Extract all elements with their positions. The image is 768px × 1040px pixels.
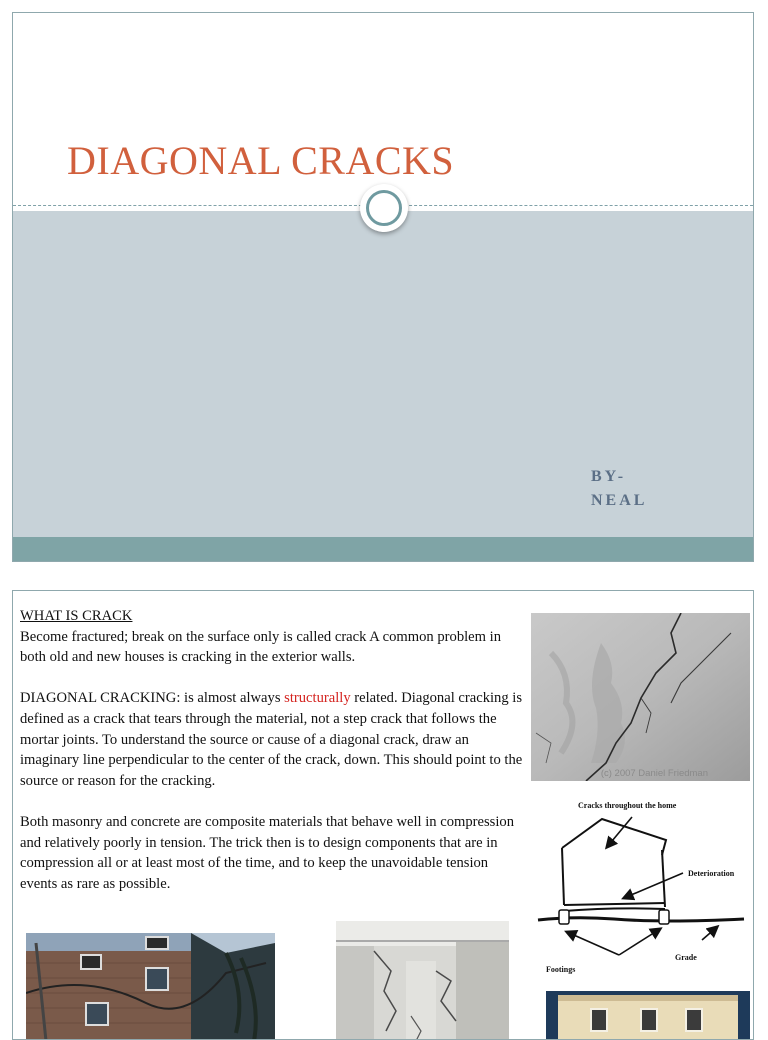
highlight-word: structurally: [284, 690, 351, 707]
author-block: [591, 465, 647, 513]
decorative-circle-icon: [360, 184, 408, 232]
label-grade: Grade: [675, 953, 697, 962]
crack-definition: Become fractured; break on the surface only is called crack A common problem in both old and new houses is cracking in the exterior walls.: [20, 628, 502, 666]
diagonal-rest: related. Diagonal cracking is defined as a crack that tears through the material, not a step crack that follows the mortar joints. To understand the source or cause of a diagonal crack, draw an imaginary line perpendicular to the center of the crack, down. This should point to the source or reason for the cracking.: [20, 690, 523, 789]
label-deterioration: Deterioration: [688, 869, 735, 878]
content-slide: [12, 590, 754, 1040]
wall-crack-photo: [531, 613, 750, 781]
title-slide: [12, 12, 754, 562]
section-heading: WHAT IS CRACK: [20, 608, 133, 624]
author-prefix: BY-: [591, 468, 627, 485]
building-facade-photo: [546, 991, 750, 1040]
composite-paragraph: Both masonry and concrete are composite materials that behave well in compression and relatively poorly in tension. The trick then is to design components that are in compression all or at least most of the time, and to keep the unavoidable tension events as rare as possible.: [20, 813, 514, 892]
house-crack-diagram: [534, 795, 750, 980]
ring-icon: [366, 190, 402, 226]
diagram-title: Cracks throughout the home: [578, 801, 677, 810]
diagonal-cracking-paragraph: [20, 688, 525, 791]
interior-crack-photo: [336, 921, 509, 1040]
slide-title: DIAGONAL CRACKS: [67, 138, 455, 183]
author-name: NEAL: [591, 492, 648, 509]
body-text: [20, 606, 525, 894]
photo-credit: (c) 2007 Daniel Friedman: [600, 768, 708, 779]
diagonal-lead: DIAGONAL CRACKING: is almost always: [20, 690, 285, 707]
footer-band: [13, 537, 753, 562]
label-footings: Footings: [546, 965, 576, 974]
